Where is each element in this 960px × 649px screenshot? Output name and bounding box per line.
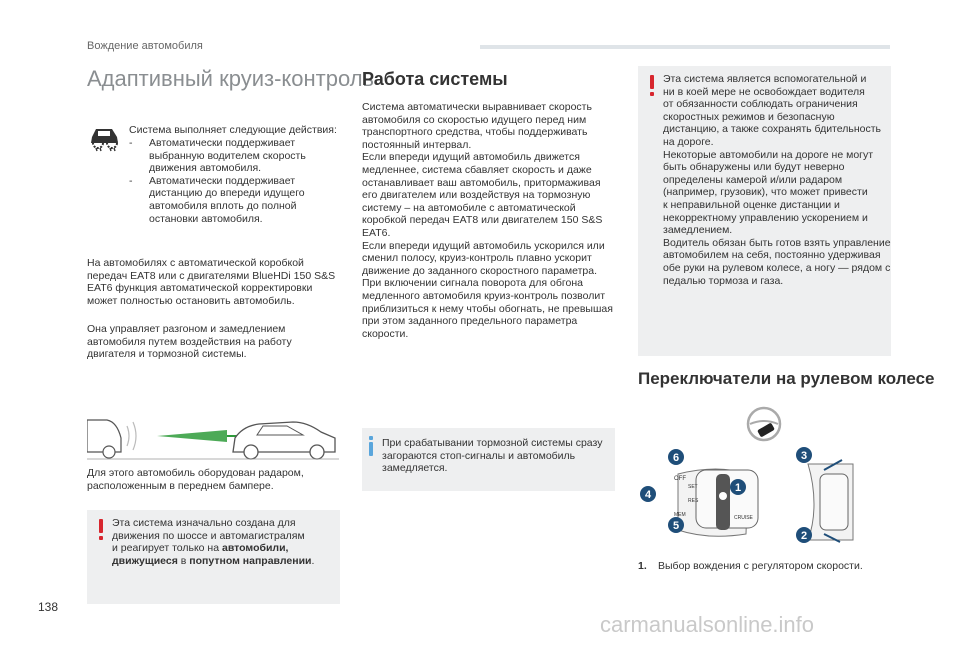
info-box-brake-lights <box>362 428 615 491</box>
speed-car-icon <box>88 123 122 153</box>
page-number: 138 <box>38 600 59 614</box>
callout-5: 5 <box>672 520 680 532</box>
list-text: Автоматически поддерживает дистанцию до впереди идущего автомобиля вплоть до полной остановки автомобиля. <box>149 174 305 225</box>
legend-text: Выбор вождения с регулятором скорости. <box>658 560 863 572</box>
callout-6: 6 <box>672 452 680 464</box>
list-item <box>129 175 339 225</box>
stalk-label-cruise: CRUISE <box>734 515 753 521</box>
warning-assist-text: Эта система является вспомогательной и ни в коей мере не освобождает водителя от обязанности соблюдать ограничения скоростных режимов и безопасную дистанцию, а также сохранять бдительность на дороге. Некоторые автомобили на дороге не могут быть обнаружены или будут неверно определены камерой и/или радаром (например, грузовик), что может привести к неправильной оценке дистанции и некорректному управлению ускорением и замедлением. Водитель обязан быть готов взять управление автомобилем на себя, постоянно удерживая обе руки на рулевом колесе, а ногу — рядом с педалью тормоза и газа. <box>663 73 891 287</box>
warning-bold-vehicles: автомобили, движущиеся <box>112 542 289 567</box>
stalk-label-set: SET <box>688 484 698 490</box>
warning-text-part: Эта система изначально создана для движения по шоссе и автомагистралям и реагирует только на <box>112 517 305 555</box>
stalk-label-mem: MEM <box>674 512 686 518</box>
heading-system-operation: Работа системы <box>362 69 508 89</box>
callout-3: 3 <box>800 450 808 462</box>
warning-icon <box>99 519 103 533</box>
cruise-stalk-illustration <box>638 444 892 548</box>
legend-number: 1. <box>638 560 647 572</box>
warning-box-assist <box>638 66 891 356</box>
callout-1: 1 <box>734 482 742 494</box>
warning-icon <box>650 75 654 89</box>
warning-text-part: . <box>311 554 315 567</box>
warning-text <box>112 517 334 567</box>
list-text: Автоматически поддерживает выбранную водителем скорость движения автомобиля. <box>149 137 306 175</box>
stalk-label-res: RES <box>688 498 699 504</box>
list-bullet: - <box>129 174 133 187</box>
section-title: Адаптивный круиз-контроль <box>87 66 375 91</box>
header-rule <box>480 45 890 49</box>
warning-bold-direction: попутном направлении <box>189 554 312 567</box>
callout-2: 2 <box>800 530 808 542</box>
radar-caption: Для этого автомобиль оборудован радаром, расположенным в переднем бампере. <box>87 467 304 492</box>
warning-box-highway <box>87 510 340 604</box>
radar-illustration <box>87 408 339 462</box>
stalk-label-off: OFF <box>674 476 686 482</box>
system-operation-text: Система автоматически выравнивает скорость автомобиля со скоростью идущего перед ним транспортного средства, чтобы поддерживать постоянный интервал. Если впереди идущий автомобиль движется медленнее, система сбавляет скорость и даже останавливает ваш автомобиль, притормаживая его двигателем или воздействуя на тормозную систему – на автомобиле с автоматической коробкой передач EAT8 или двигателем 150 S&S EAT6. Если впереди идущий автомобиль ускорился или сменил полосу, круиз-контроль плавно ускорит движение до заданного скоростного параметра. При включении сигнала поворота для обгона медленного автомобиля круиз-контроль позволит приблизиться к нему чтобы обогнать, не превышая при этом заданного предельного параметра скорости. <box>362 101 613 340</box>
callout-4: 4 <box>644 489 652 501</box>
list-bullet: - <box>129 137 133 149</box>
info-text: При срабатывании тормозной системы сразу загораются стоп-сигналы и автомобиль замедляется. <box>382 437 603 475</box>
info-icon <box>369 442 373 456</box>
list-item <box>129 137 339 175</box>
legend-item-1 <box>638 560 888 573</box>
running-header: Вождение автомобиля <box>87 40 203 52</box>
paragraph-eat8: На автомобилях с автоматической коробкой передач EAT8 или с двигателями BlueHDi 150 S&S EAT6 функция автоматической корректировки может полностью остановить автомобиль. <box>87 257 336 307</box>
heading-steering-switches: Переключатели на рулевом колесе <box>638 369 935 388</box>
intro-text: Система выполняет следующие действия: <box>129 124 337 136</box>
steering-wheel-icon <box>744 406 784 442</box>
paragraph-control: Она управляет разгоном и замедлением автомобиля путем воздействия на работу двигателя и тормозной системы. <box>87 323 292 361</box>
actions-list <box>129 137 339 225</box>
watermark: carmanualsonline.info <box>600 612 815 637</box>
warning-text-part: в <box>177 554 190 567</box>
